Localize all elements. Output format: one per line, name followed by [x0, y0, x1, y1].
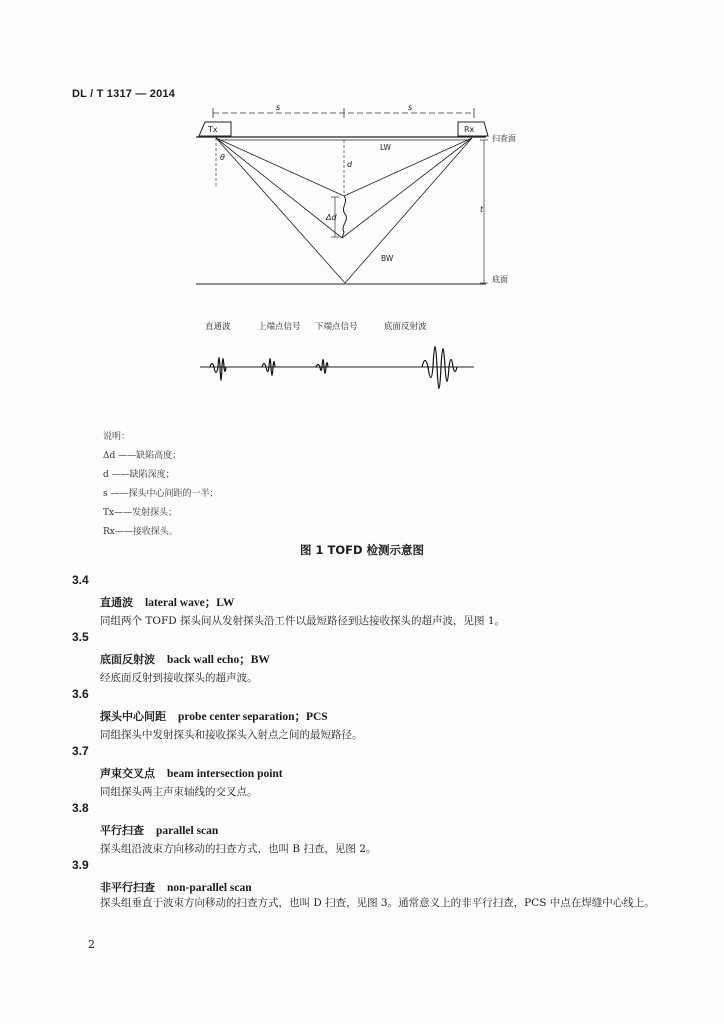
legend-item: Tx——发射探头； [103, 508, 178, 518]
beam-angle-label: θ [220, 153, 225, 162]
legend-item: d ——缺陷深度； [103, 470, 175, 480]
back-wall-label: BW [381, 254, 394, 263]
clause-term: 直通波 lateral wave；LW [100, 596, 235, 609]
spacing-dimension [213, 108, 474, 118]
half-spacing-label-right: s [408, 103, 413, 112]
clause-number: 3.5 [72, 630, 89, 644]
svg-text:Rx: Rx [464, 125, 475, 134]
signal-label-lower-tip: 下端点信号 [315, 322, 358, 332]
probe-rx [458, 122, 488, 136]
standard-header: DL / T 1317 — 2014 [72, 88, 176, 100]
half-spacing-label-left: s [276, 103, 281, 112]
clause-number: 3.7 [72, 744, 89, 758]
signal-label-upper-tip: 上端点信号 [258, 322, 301, 332]
bottom-surface-label: 底面 [492, 275, 508, 284]
clause-term: 非平行扫查 non-parallel scan [100, 881, 252, 894]
clause-term: 底面反射波 back wall echo；BW [100, 653, 270, 666]
legend-item: Rx——接收探头。 [103, 527, 178, 537]
page-number: 2 [88, 938, 95, 951]
signal-label-back-wall: 底面反射波 [384, 322, 427, 332]
tofd-diagram [0, 0, 724, 420]
legend-item: s ——探头中心间距的一半； [103, 489, 219, 499]
clause-term: 探头中心间距 probe center separation；PCS [100, 710, 328, 723]
legend-item: Δd ——缺陷高度； [103, 451, 182, 461]
clause-number: 3.4 [72, 573, 89, 587]
lateral-wave-label: LW [380, 143, 391, 152]
defect-crack [342, 196, 346, 238]
scan-surface-label: 扫查面 [492, 134, 516, 143]
defect-depth-label: d [347, 160, 353, 169]
legend-title: 说明： [103, 432, 131, 442]
clause-number: 3.9 [72, 858, 89, 872]
figure-legend [103, 428, 218, 542]
thickness-label: t [480, 205, 484, 214]
figure-caption: 图 1 TOFD 检测示意图 [299, 543, 425, 557]
probe-tx [199, 122, 231, 136]
defect-height-label: Δd [326, 213, 337, 222]
clause-definition: 同组探头中发射探头和接收探头入射点之间的最短路径。 [100, 729, 363, 741]
clause-number: 3.6 [72, 687, 89, 701]
clause-definition: 同组探头两主声束轴线的交叉点。 [100, 786, 258, 798]
clause-definition: 探头组垂直于波束方向移动的扫查方式，也叫 D 扫查，见图 3。通常意义上的非平行扫查，PCS 中点在焊缝中心线上。 [100, 897, 655, 909]
svg-text:Tx: Tx [208, 125, 218, 134]
clause-definition: 同组两个 TOFD 探头间从发射探头沿工件以最短路径到达接收探头的超声波，见图 1。 [100, 615, 506, 627]
signal-label-lateral: 直通波 [205, 322, 231, 332]
clause-term: 声束交叉点 beam intersection point [100, 767, 283, 780]
clause-number: 3.8 [72, 801, 89, 815]
clause-definition: 经底面反射到接收探头的超声波。 [100, 672, 258, 684]
clause-term: 平行扫查 parallel scan [100, 824, 219, 837]
clause-definition: 探头组沿波束方向移动的扫查方式，也叫 B 扫查，见图 2。 [100, 843, 377, 855]
